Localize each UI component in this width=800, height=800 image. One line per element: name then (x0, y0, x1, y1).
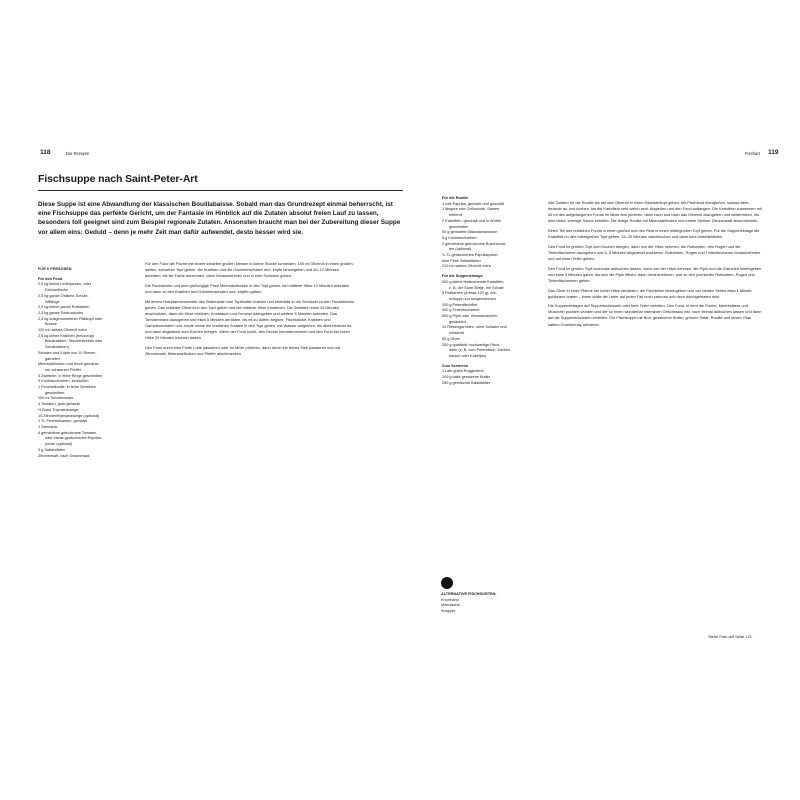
ingredient-line: 100 g kalte gesalzene Butter (442, 375, 491, 380)
ingredient-section-heading: Für die Rouille (442, 196, 469, 200)
left-running-head: Die Rezepte (66, 151, 90, 156)
alternative-item: Knurrhahn (441, 597, 459, 602)
ingredient-line: 50 g Ghee (442, 336, 460, 341)
ingredient-line: 210 ml natives Olivenöl extra (442, 264, 491, 269)
ingredient-line: 5 Rotbarben (à etwa 120 g), ent- (442, 291, 497, 296)
ingredient-line: 3 g Safranfäden (38, 447, 66, 452)
ingredient-line: 50 g geröstete Makadamianüsse (442, 230, 498, 235)
ingredient-line: 3 Zwiebeln, in feine Ringe geschnitten (38, 373, 103, 378)
ingredient-line: ten (optional) (449, 247, 472, 252)
ingredient-line: ¼ TL geräuchertes Paprikapulver (442, 253, 498, 258)
ingredient-line: 400 g Tintenfischarme (442, 308, 480, 313)
ingredient-line: barsch oder Kabeljau) (449, 353, 487, 358)
method-paragraph: Für den Fond die Fische mit einem scharfen großen Messer in kleine Stücke schneiden. 100 ml Olivenöl in einen großen, weiten, schweren Topf geben, die Krabben und die Garnelenschalen und -köpfe hineingeben und 10–12 Minuten anbraten, bis sie Farbe annehmen, dann herausnehmen und in eine Schüssel geben. (145, 261, 354, 279)
ingredient-line: eine Prise Safranfäden (442, 258, 481, 263)
ingredient-line: 5 g Knoblauchzehen (442, 235, 477, 240)
ingredient-line: 1 Sternanis (38, 424, 58, 429)
ingredient-line: Schalen und Köpfe von 10 Riesen- (38, 350, 97, 355)
ingredient-line: z. B. der Sorte Bintje, mit Schale (449, 285, 504, 290)
ingredient-line: 2 gemahlene getrocknete Buschtoma- (442, 241, 507, 246)
ingredient-line: gesäubert (449, 319, 466, 324)
ingredient-section-heading: Für die Suppeneinlage (442, 274, 483, 279)
ingredient-line: Wittlinge (45, 299, 60, 304)
ingredient-line: 2,5 kg ausgenommener Plattkopf oder (38, 316, 103, 321)
ingredient-line: geschnitten (449, 224, 469, 229)
ingredient-line: Blaukrabben, Taschenkrebse oder (45, 339, 103, 344)
method-left (145, 261, 355, 361)
ingredient-line: 500 g kleine festkochende Kartoffeln, (442, 279, 505, 284)
ingredient-line: 1 längere rote Chilischote, Samen (442, 207, 500, 212)
ingredient-line: 3 Knoblauchzehen, zerstoßen (38, 379, 89, 384)
title-rule (38, 190, 403, 191)
method-paragraph: Mit einem Holzpfannenwender den Bratensatz vom Topfboden kratzen und ebenfalls in die Schüssel zu den Fischstücken geben. Das restliche Olivenöl in den Topf geben und bei mittlerer Hitze erwärmen. Die Zwiebeln etwa 10 Minuten anschwitzen, dann die Hitze erhöhen, Knoblauch und Fenchel dazugeben und weitere 5 Minuten anbraten. Das Tomatenmark dazugeben und etwa 5 Minuten anrösten, bis es zu duften beginnt. Fischstücke, Krabben und Garnelenschalen und -köpfe sowie die restlichen Zutaten in den Topf geben, mit Wasser aufgießen, bis alles bedeckt ist, und dann abgedeckt zum Kochen bringen. Wenn der Fond kocht, den Deckel herunternehmen und den Fond bei hoher Hitze 20 Minuten köcheln lassen. (145, 298, 355, 341)
ingredient-line: 4 Tomaten, grob gehackt (38, 402, 80, 407)
bullet-dot-icon (441, 577, 453, 589)
left-page-number: 118 (40, 149, 51, 156)
alternative-item: Snapper (441, 609, 456, 614)
method-paragraph: Den Fond durch eine Flotte Lotte passieren oder im Mixer pürieren, dann durch ein feines Sieb passieren und mit Zitronensaft, Meersalzflocken und Pfeffer abschmecken. (145, 344, 340, 356)
method-right (548, 200, 763, 331)
ingredient-line: 1 Fenchelknolle, in feine Scheiben (38, 385, 96, 390)
ingredient-line: entdarmt (449, 331, 464, 336)
ingredient-line: 2,5 kg kleine ganze Rotbarben (38, 305, 90, 310)
ingredient-line: geschnitten (45, 390, 65, 395)
ingredient-line: 2,5 kg ganze Seekuckucks (38, 310, 84, 315)
ingredient-line: 4 gemahlene getrocknete Tomaten (38, 430, 97, 435)
ingredient-line: 2,5 kg kleine Lederjacken- oder (38, 282, 91, 287)
ingredient-line: leber (z. B. vom Petersfisch, Zacken- (449, 348, 512, 353)
ingredient-line: ner schwarzer Pfeffer (45, 367, 82, 372)
alternative-item: Meeräsche (441, 603, 460, 608)
method-paragraph: Die Suppeneinlagen auf Suppenschüsseln oder tiefe Teller verteilen. Den Fond, in dem die Fische, Meeresttiere und Muscheln pochiert wurden und der so einen wunderbar intensiven Geschmack hat, noch einmal aufkochen lassen und dann auf die Suppenschüsseln verteilen. Die Fischsuppe mit Brot, gesalzener Butter, grünem Salat, Rouille und einem Glas kaltem Chardonnay servieren. (548, 303, 762, 327)
ingredient-line: 250 g qualitativ hochwertige Fisch- (442, 342, 501, 347)
ingredient-line: 1 Laib gutes Roggenbrot (442, 369, 484, 374)
method-paragraph: Alle Zutaten für die Rouille bis auf das Olivenöl in einen Edelstahltopf geben, mit Fischfond übergießen, sodass alles bedeckt ist, und kochen, bis die Kartoffeln sehr weich sind. Abgießen und den Fond auffangen. Die Kartoffeln zusammen mit 40 ml des aufgefangenen Fonds im Mixer fein pürieren, dann nach und nach das Olivenöl dazugeben und weitermixen, bis eine dicke, cremige Sauce entsteht. Die fertige Rouille mit Meersalzflocken und einem Spritzer Zitronensaft abschmecken. (548, 200, 762, 224)
recipe-intro: Diese Suppe ist eine Abwandlung der klassischen Bouillabaisse. Sobald man das Grundrezept einmal beherrscht, ist eine Fischsuppe das perfekte Gericht, um der Fantasie im Hinblick auf die Zutaten absolut freien Lauf zu lassen, besonders toll geeignet sind zum Beispiel regionale Zutaten. Ansonsten braucht man bei der Zubereitung dieser Suppe vor allem eins: Geduld – denn je mehr Zeit man dafür aufwendet, desto besser wird sie. (38, 201, 401, 236)
method-paragraph: Den Fond im großen Topf zum Kochen bringen, dann von der Hitze nehmen, die Rotbarben, den Rogen und die Tintenfischarme dazugeben und 4–5 Minuten abgedeckt pochieren. Rotbarben, Rogen und Tintenfischarme herausnehmen und auf einen Teller geben. (548, 243, 761, 261)
ingredient-line: 1 rote Paprika, geröstet und geschält (442, 201, 505, 206)
ingredient-line: 10 Zitronenthymianzweige (optional) (38, 413, 100, 418)
ingredient-line: Brasse (45, 322, 57, 327)
ingredient-line: Sandkrabben) (45, 345, 69, 350)
method-paragraph: Das Ghee in einer Pfanne bei hoher Hitze zerlassen, die Fischleber hineingeben und von beiden Seiten etwa 1 Minute goldbraun braten – innen sollte die Leber auf jeden Fall noch zartrosa und nicht durchgebraten sein. (548, 287, 752, 299)
method-paragraph: Die Fischstücke und eine großzügige Prise Meersalzflocken in den Topf geben, bei mittlerer Hitze 10 Minuten anbraten und dann zu den Krabben und Garnelenschalen und -köpfen geben. (145, 282, 350, 294)
method-paragraph: Den Fond im großen Topf nochmals aufkochen lassen, dann von der Hitze nehmen, die Pipis und die Garnelen hineingeben und etwa 3 Minuten garen, bis sich die Pipis öffnen, dann herausnehmen, und zu den pochierten Rotbarben, Rogen und Tintenfischarmen geben. (548, 265, 762, 283)
ingredient-line: ½ Bund Thymianzweige (38, 407, 79, 412)
ingredient-line: 120 ml natives Olivenöl extra (38, 328, 87, 333)
ingredient-line: 10 Riesengarnelen, ohne Schalen und (442, 325, 507, 330)
ingredient-line: 2,5 kg ganze Östliche-Schule- (38, 293, 89, 298)
ingredient-line: pulver (optional) (45, 442, 73, 447)
ingredient-line: entfernt (449, 213, 462, 218)
recipe-title: Fischsuppe nach Saint-Peter-Art (38, 173, 198, 185)
ingredient-line: Meersalzflocken und frisch gemahle- (38, 362, 100, 367)
right-page-number: 119 (768, 149, 779, 156)
right-running-head: Fischart (745, 151, 760, 156)
ingredient-line: 100 ml Tomatenmark (38, 396, 74, 401)
ingredient-line: 1 TL Fenchelsamen, geröstet (38, 419, 88, 424)
ingredient-line: 250 g gemischte Salatblätter (442, 380, 491, 385)
ingredient-line: oder etwas geräuchertes Paprika- (45, 436, 102, 441)
ingredient-line: 500 g Pipis oder Venusmuscheln, (442, 314, 499, 319)
alternatives-box (441, 592, 551, 615)
ingredient-line: Drückerfische (45, 288, 69, 293)
ingredient-section-heading: Zum Servieren (442, 363, 469, 368)
ingredients-left (38, 267, 140, 459)
method-paragraph: Einen Teil des restlichen Fonds in einen großen und den Rest in einen mittelgroßen Topf geben. Für die Suppeneinlage die Kartoffeln in den mittelgroßen Topf geben, 15–20 Minuten weichkochen und dann kurz beiseitestellen. (548, 227, 760, 240)
alternatives-heading: ALTERNATIVE FISCHSORTEN: (441, 592, 497, 596)
ingredient-section-heading: Für den Fond (38, 276, 63, 281)
servings-label: FÜR 6 PERSONEN (38, 267, 72, 271)
ingredient-line: 200 g Petersfischfilet (442, 302, 478, 307)
ingredient-line: 2 Kartoffeln, geschält und in Würfel (442, 218, 502, 223)
ingredient-line: schuppt und ausgenommen (449, 296, 496, 301)
ingredient-line: Zitronensaft, nach Geschmack (38, 453, 90, 458)
photo-reference: Siehe Foto auf Seite 121. (708, 634, 754, 639)
ingredients-right (442, 196, 542, 387)
ingredient-line: garnelen (45, 356, 60, 361)
ingredient-line: 2,5 kg kleine Krabben (bevorzugt (38, 333, 94, 338)
